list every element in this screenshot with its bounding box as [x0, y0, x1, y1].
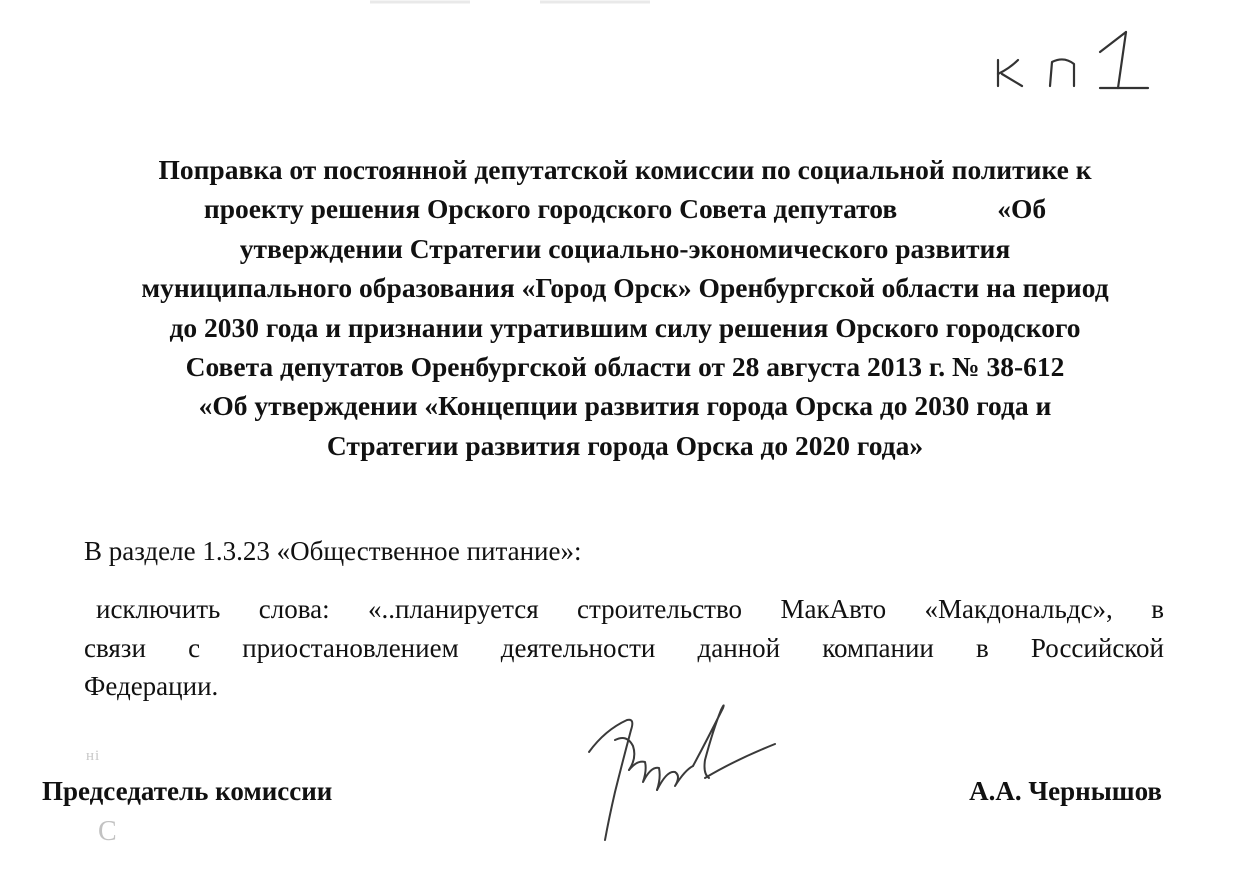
handwritten-signature [575, 700, 785, 850]
title-line: Поправка от постоянной депутатской комиссии по социальной политике к [158, 154, 1092, 185]
body-line: Федерации. [84, 671, 219, 701]
section-reference: В разделе 1.3.23 «Общественное питание»: [84, 536, 582, 566]
body-line: исключить слова: «..планируется строительство МакАвто «Макдональдс», в [96, 594, 1164, 624]
scan-artifact [360, 0, 660, 4]
body-line: связи с приостановлением деятельности данной компании в Российской [84, 632, 1164, 663]
handwritten-mark [980, 30, 1180, 90]
faint-stamp-mark: С [98, 816, 117, 847]
title-line: Стратегии развития города Орска до 2020 года» [326, 429, 924, 461]
title-line: муниципального образования «Город Орск» Оренбургской области на период [141, 272, 1109, 304]
document-title [40, 150, 1210, 465]
title-line: до 2030 года и признании утратившим силу решения Орского городского [169, 311, 1081, 343]
signatory-name: А.А. Чернышов [969, 776, 1162, 806]
faint-stamp-mark: ні [86, 748, 101, 764]
title-line: Совета депутатов Оренбургской области от 28 августа 2013 г. № 38-612 [185, 351, 1065, 383]
title-line: утверждении Стратегии социально-экономического развития [239, 232, 1011, 264]
amendment-body [84, 590, 1164, 706]
title-line: проекту решения Орского городского Совета депутатов «Об [203, 193, 1047, 225]
title-line: «Об утверждении «Концепции развития города Орска до 2030 года и [198, 390, 1052, 422]
signatory-position: Председатель комиссии [42, 776, 333, 806]
